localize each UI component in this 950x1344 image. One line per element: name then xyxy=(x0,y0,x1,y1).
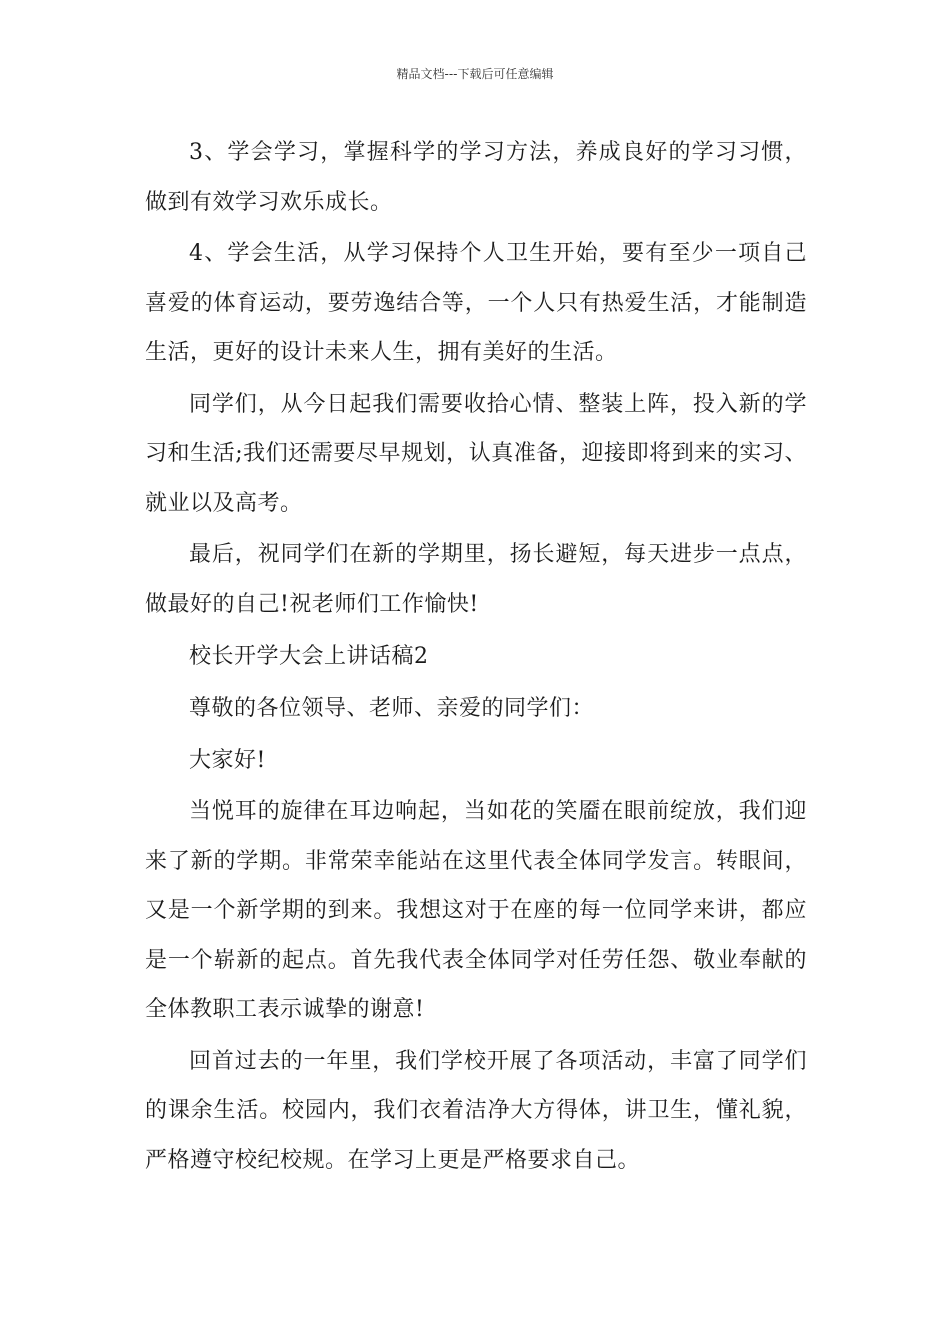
page-header: 精品文档---下载后可任意编辑 xyxy=(396,67,554,81)
paragraph-students: 同学们，从今日起我们需要收拾心情、整装上阵，投入新的学习和生活;我们还需要尽早规划，认真准备，迎接即将到来的实习、就业以及高考。 xyxy=(145,391,807,516)
paragraph-review: 回首过去的一年里，我们学校开展了各项活动，丰富了同学们的课余生活。校园内，我们衣着洁净大方得体，讲卫生，懂礼貌，严格遵守校纪校规。在学习上更是严格要求自己。 xyxy=(145,1048,807,1173)
paragraph-item-3: 3、学会学习，掌握科学的学习方法，养成良好的学习习惯，做到有效学习欢乐成长。 xyxy=(145,140,807,215)
paragraph-closing: 最后，祝同学们在新的学期里，扬长避短，每天进步一点点，做最好的自己!祝老师们工作愉快! xyxy=(145,542,807,617)
section-title: 校长开学大会上讲话稿2 xyxy=(189,644,429,669)
salutation: 尊敬的各位领导、老师、亲爱的同学们： xyxy=(189,696,595,721)
paragraph-opening: 当悦耳的旋律在耳边响起，当如花的笑靥在眼前绽放，我们迎来了新的学期。非常荣幸能站在这里代表全体同学发言。转眼间，又是一个新学期的到来。我想这对于在座的每一位同学来讲，都应是一个崭新的起点。首先我代表全体同学对任劳任怨、敬业奉献的全体教职工表示诚挚的谢意! xyxy=(145,799,807,1022)
paragraph-item-4: 4、学会生活，从学习保持个人卫生开始，要有至少一项自己喜爱的体育运动，要劳逸结合等，一个人只有热爱生活，才能制造生活，更好的设计未来人生，拥有美好的生活。 xyxy=(145,241,807,365)
greeting: 大家好! xyxy=(189,748,266,773)
document-body xyxy=(145,128,807,1187)
